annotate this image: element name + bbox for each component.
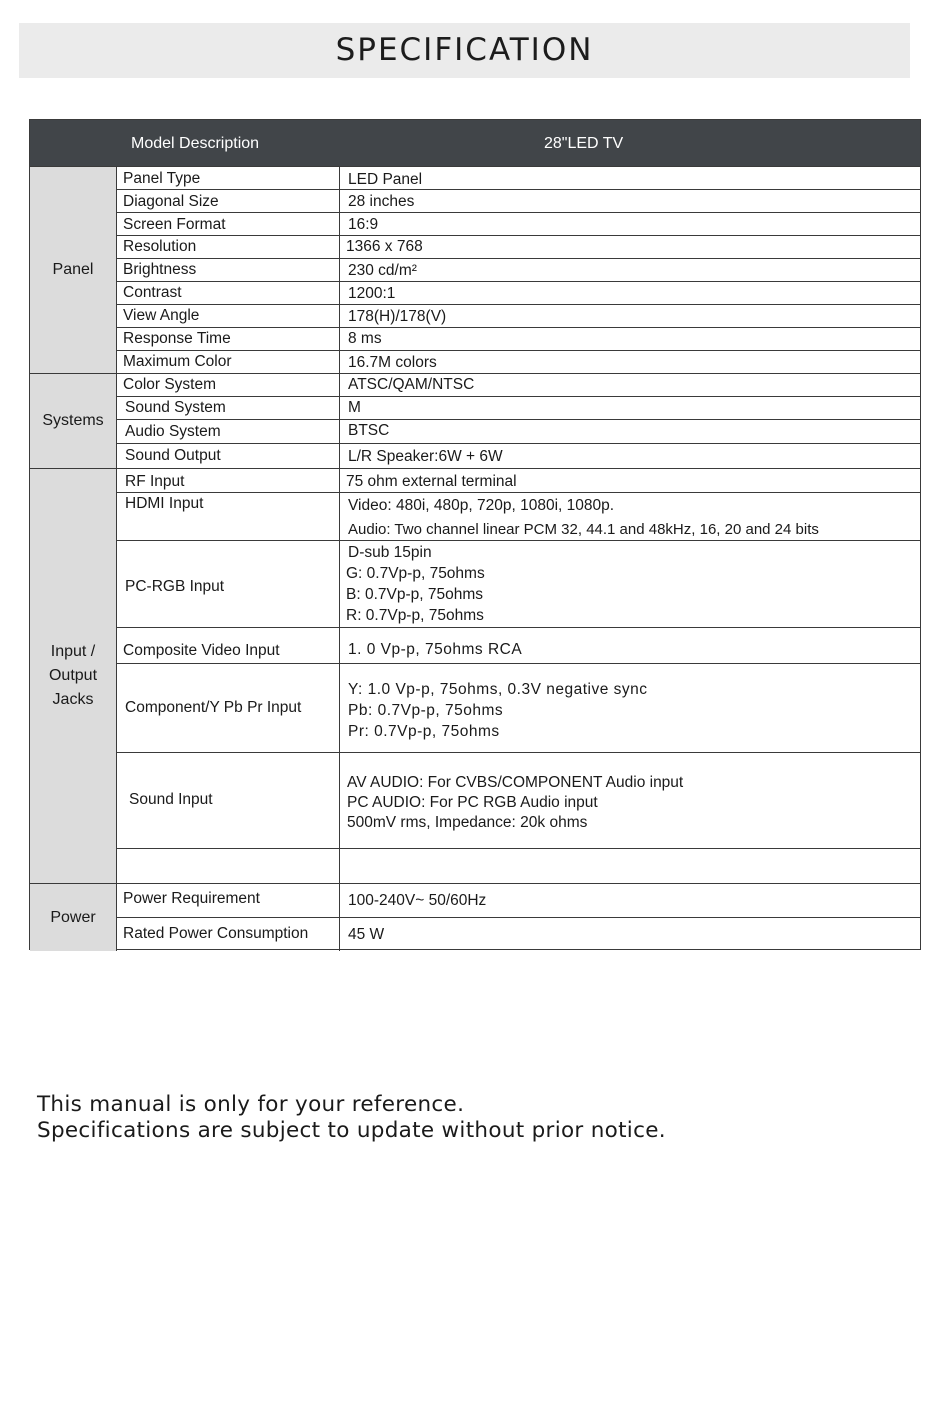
- table-row: [116, 540, 920, 627]
- row-value-line: B: 0.7Vp-p, 75ohms: [346, 586, 483, 603]
- row-value: 8 ms: [348, 330, 382, 347]
- table-row: [116, 396, 920, 419]
- category-input-output-jacks: [30, 468, 116, 883]
- row-value-line: Pr: 0.7Vp-p, 75ohms: [348, 723, 500, 740]
- table-row: [116, 443, 920, 468]
- row-label: Resolution: [123, 238, 197, 255]
- title-band: [19, 23, 910, 78]
- spec-table: [29, 119, 921, 950]
- row-label: Sound Output: [125, 447, 221, 464]
- disclaimer-line2: Specifications are subject to update without prior notice.: [37, 1118, 666, 1143]
- table-row: [116, 468, 920, 492]
- category-io-line1: Input /: [50, 643, 96, 660]
- row-label: Sound Input: [129, 791, 213, 808]
- table-row: [116, 166, 920, 189]
- row-value-line: D-sub 15pin: [348, 544, 432, 561]
- category-power: Power: [30, 883, 116, 951]
- table-row: [116, 663, 920, 752]
- row-value-line: Audio: Two channel linear PCM 32, 44.1 and 48kHz, 16, 20 and 24 bits: [348, 521, 819, 538]
- table-row: [116, 419, 920, 443]
- table-row: [116, 917, 920, 951]
- row-value-line: G: 0.7Vp-p, 75ohms: [346, 565, 485, 582]
- row-value: M: [348, 399, 361, 416]
- row-value: 100-240V~ 50/60Hz: [348, 892, 487, 909]
- table-row: [116, 492, 920, 540]
- row-value-line: Video: 480i, 480p, 720p, 1080i, 1080p.: [348, 497, 615, 514]
- table-row: [116, 189, 920, 212]
- row-value: 1366 x 768: [346, 238, 423, 255]
- row-value: 230 cd/m²: [348, 262, 417, 279]
- row-value: 45 W: [348, 926, 385, 943]
- model-value: 28"LED TV: [544, 135, 624, 152]
- row-value-line: PC AUDIO: For PC RGB Audio input: [347, 794, 598, 811]
- row-value: BTSC: [348, 422, 390, 439]
- row-value-line: 500mV rms, Impedance: 20k ohms: [347, 814, 588, 831]
- row-value: 178(H)/178(V): [348, 308, 447, 325]
- category-io-line3: Jacks: [52, 691, 94, 708]
- row-value: 16:9: [348, 216, 379, 233]
- table-row: [116, 883, 920, 917]
- row-label: Screen Format: [123, 216, 226, 233]
- table-row: [116, 373, 920, 396]
- row-label: Power Requirement: [123, 890, 260, 907]
- row-label: Brightness: [123, 261, 197, 278]
- row-label: Audio System: [125, 423, 221, 440]
- row-label: Contrast: [123, 284, 182, 301]
- row-label: Rated Power Consumption: [123, 925, 309, 942]
- disclaimer-note: [37, 1092, 666, 1144]
- table-row: [116, 327, 920, 350]
- row-value-line: Pb: 0.7Vp-p, 75ohms: [348, 702, 504, 719]
- table-row: [116, 235, 920, 258]
- row-value: 1. 0 Vp-p, 75ohms RCA: [348, 641, 523, 658]
- row-label: Component/Y Pb Pr Input: [125, 699, 302, 716]
- row-value: 75 ohm external terminal: [346, 473, 517, 490]
- table-row: [116, 212, 920, 235]
- category-systems: Systems: [30, 373, 116, 468]
- page-title: SPECIFICATION: [335, 32, 594, 68]
- table-header: [30, 120, 920, 166]
- disclaimer-line1: This manual is only for your reference.: [37, 1092, 465, 1117]
- row-label: View Angle: [123, 307, 200, 324]
- row-label: Sound System: [125, 399, 226, 416]
- row-value: 1200:1: [348, 285, 396, 302]
- table-row: [116, 258, 920, 281]
- row-label: HDMI Input: [125, 495, 204, 512]
- table-row: [116, 304, 920, 327]
- row-label: Diagonal Size: [123, 193, 219, 210]
- table-row-empty: [116, 848, 920, 883]
- row-label: Response Time: [123, 330, 231, 347]
- row-label: Composite Video Input: [123, 642, 280, 659]
- row-value-line: R: 0.7Vp-p, 75ohms: [346, 607, 484, 624]
- row-label: PC-RGB Input: [125, 578, 225, 595]
- table-row: [116, 350, 920, 373]
- row-value: ATSC/QAM/NTSC: [348, 376, 475, 393]
- row-value: 28 inches: [348, 193, 415, 210]
- row-label: Color System: [123, 376, 217, 393]
- category-io-line2: Output: [48, 667, 98, 684]
- row-label: RF Input: [125, 473, 185, 490]
- table-row: [116, 281, 920, 304]
- row-value: LED Panel: [348, 171, 423, 188]
- row-value-line: AV AUDIO: For CVBS/COMPONENT Audio input: [347, 774, 684, 791]
- row-value: 16.7M colors: [348, 354, 437, 371]
- table-row: [116, 752, 920, 848]
- row-value: L/R Speaker:6W + 6W: [348, 448, 503, 465]
- model-description-label: Model Description: [131, 135, 260, 152]
- category-panel: Panel: [30, 166, 116, 373]
- table-row: [116, 627, 920, 663]
- row-value-line: Y: 1.0 Vp-p, 75ohms, 0.3V negative sync: [348, 681, 648, 698]
- row-label: Panel Type: [123, 170, 201, 187]
- row-label: Maximum Color: [123, 353, 232, 370]
